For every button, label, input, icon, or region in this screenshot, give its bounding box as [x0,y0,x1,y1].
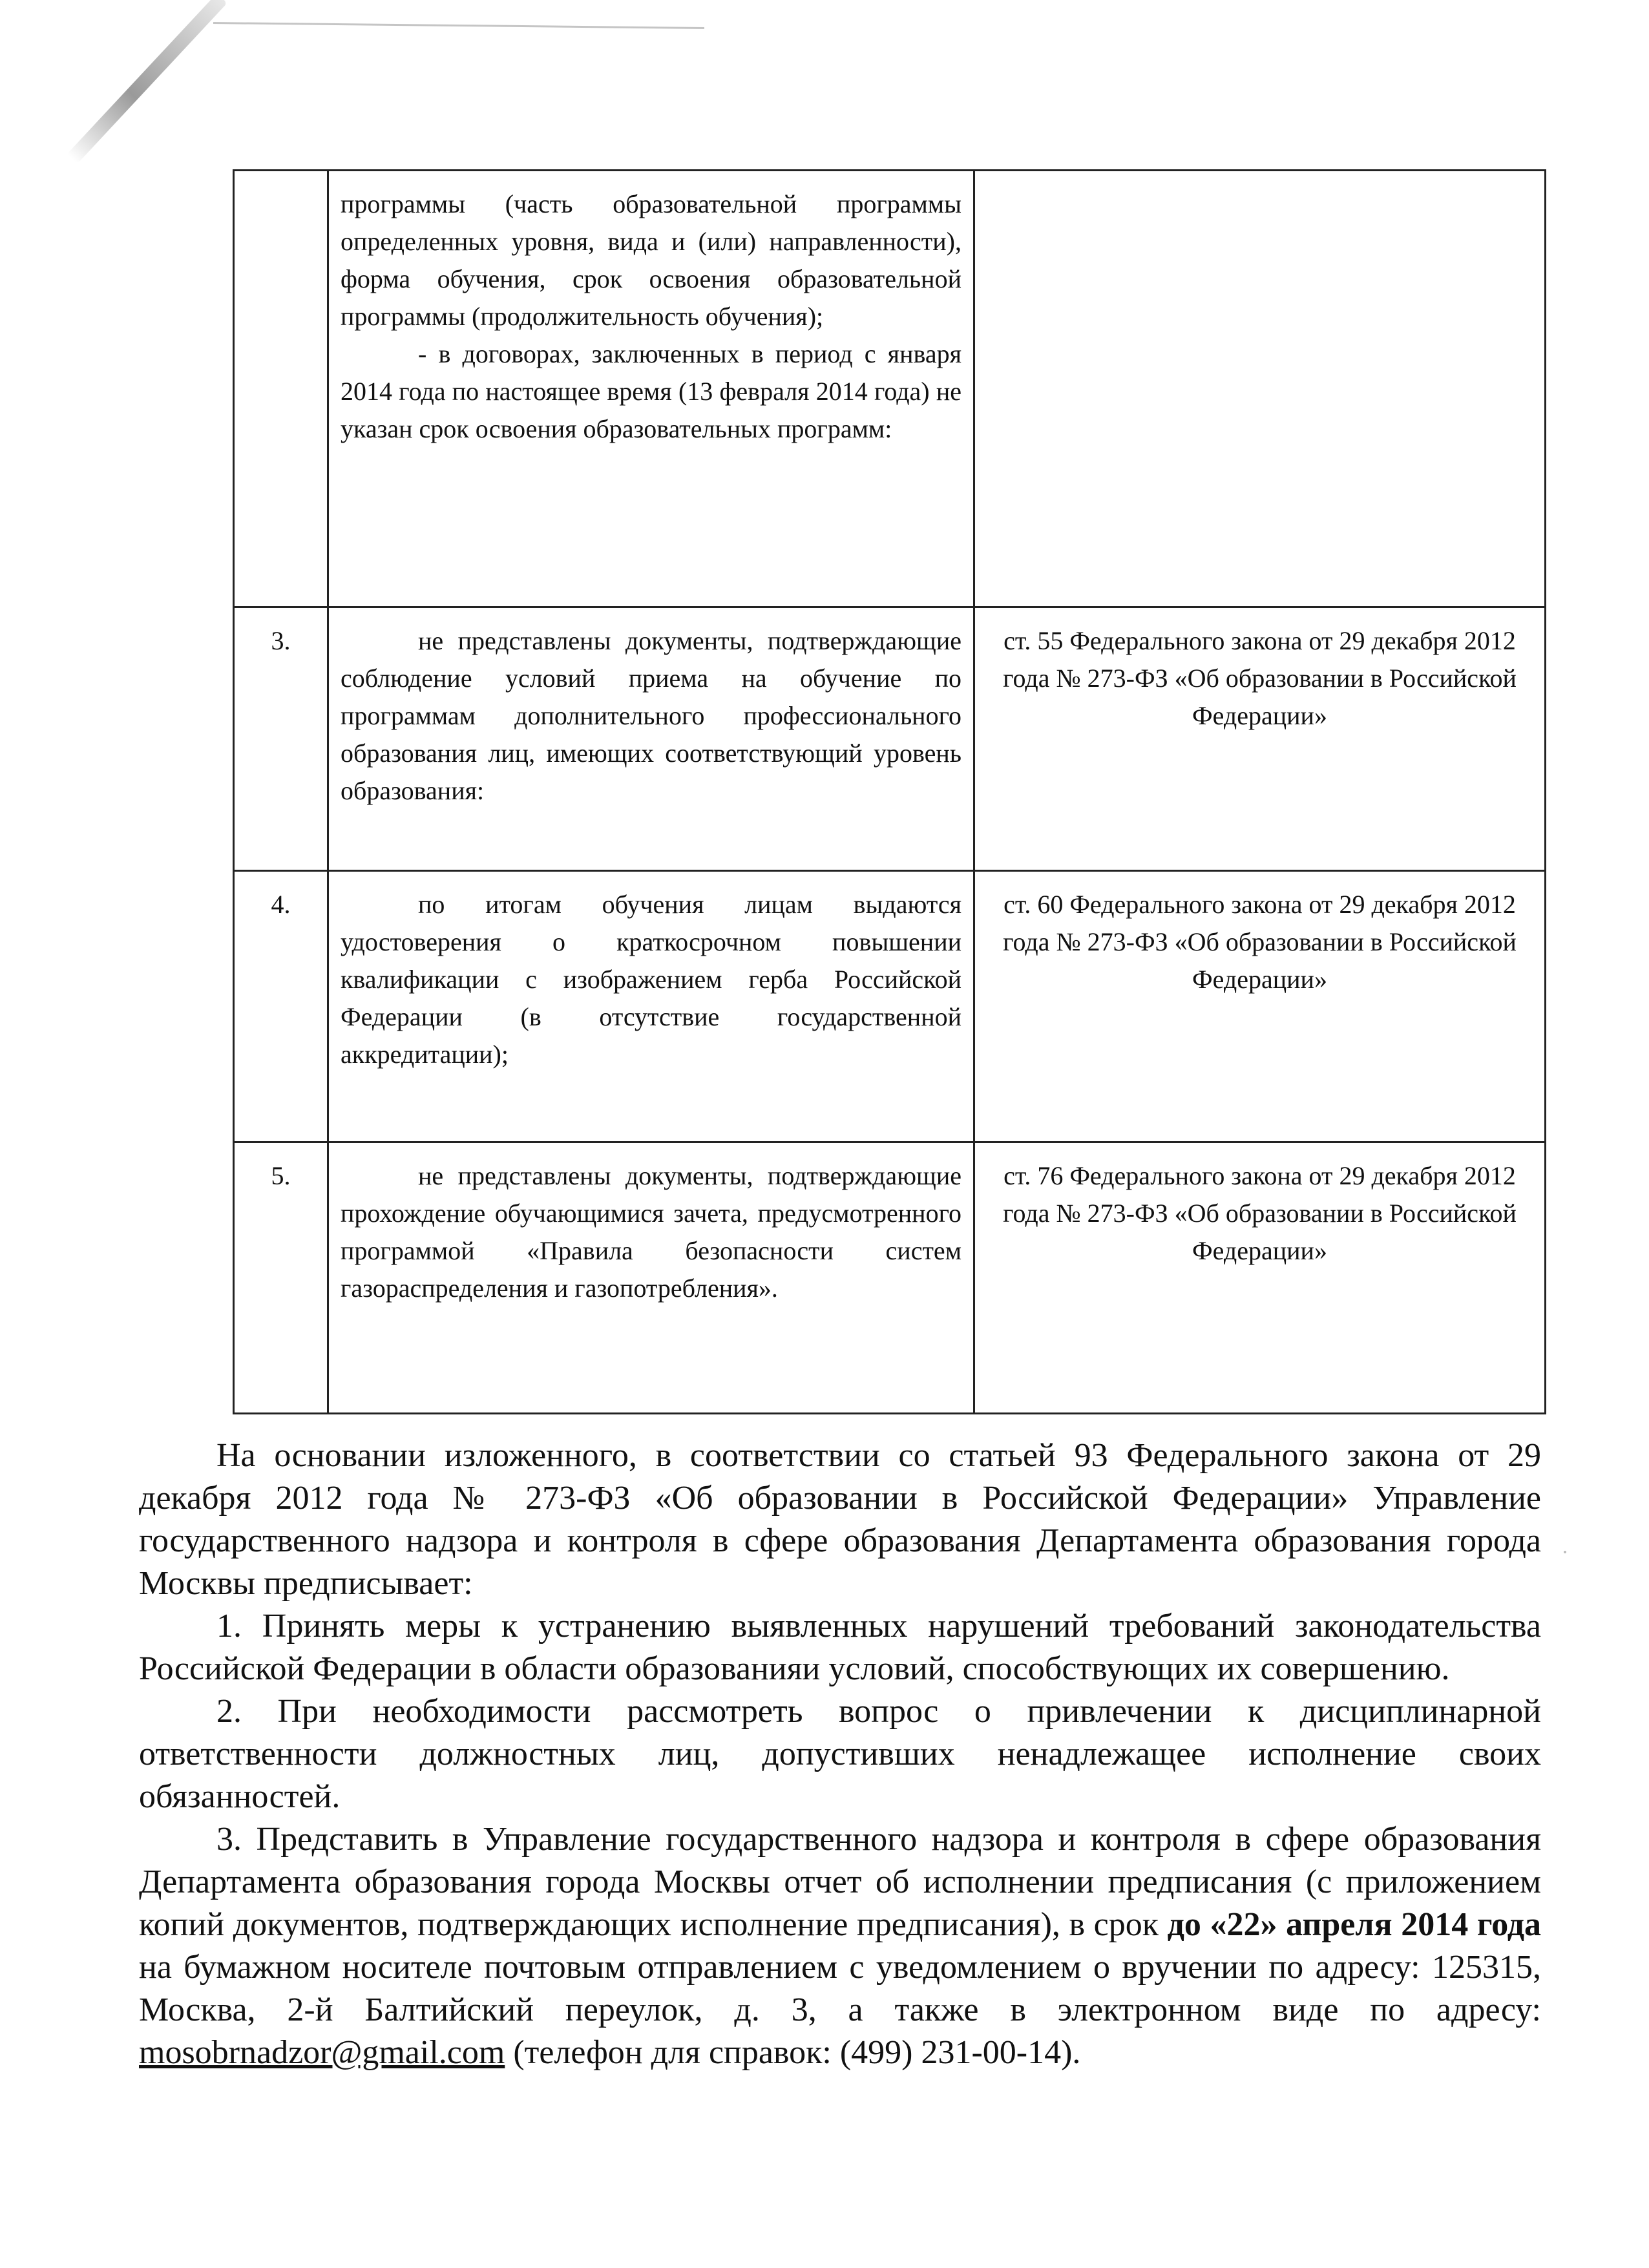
item3-text-middle: на бумажном носителе почтовым отправлением с уведомлением о вручении по адресу: 125315, Москва, 2-й Балтийский переулок, д. 3, а также в электронном виде по адресу: [139,1949,1541,2028]
violation-description-cell [328,607,974,871]
law-reference: ст. 60 Федерального закона от 29 декабря 2012 года № 273-ФЗ «Об образовании в Российской Федерации» [1003,890,1517,994]
intro-paragraph: На основании изложенного, в соответствии со статьей 93 Федерального закона от 29 декабря 2012 года № 273-ФЗ «Об образовании в Российской Федерации» Управление государственного надзора и контроля в сфере образования Департамента образования города Москвы предписывает: [139,1437,1541,1602]
email-link[interactable]: mosobrnadzor@gmail.com [139,2034,505,2071]
law-reference: ст. 76 Федерального закона от 29 декабря 2012 года № 273-ФЗ «Об образовании в Российской Федерации» [1003,1161,1517,1265]
row-number: 3. [271,626,291,655]
law-reference-cell [974,1142,1546,1414]
item3-text-end: (телефон для справок: (499) 231-00-14). [505,2034,1081,2071]
violations-table [233,169,1546,1414]
table-row [234,171,1546,607]
violation-description: программы (часть образовательной программы определенных уровня, вида и (или) направленности), форма обучения, срок освоения образовательной программы (продолжительность обучения); [341,189,961,331]
violation-description-cell [328,171,974,607]
violation-description: по итогам обучения лицам выдаются удостоверения о краткосрочном повышении квалификации с изображением герба Российской Федерации (в отсутствие государственной аккредитации); [341,890,961,1069]
prescription-item-3 [139,1818,1541,2074]
violation-description: не представлены документы, подтверждающие соблюдение условий приема на обучение по программам дополнительного профессионального образования лиц, имеющих соответствующий уровень образования: [341,626,961,805]
law-reference-cell [974,607,1546,871]
row-number: 4. [271,890,291,919]
scan-artifact-line [213,22,704,29]
table-row [234,871,1546,1142]
violation-description: - в договорах, заключенных в период с января 2014 года по настоящее время (13 февраля 2014 года) не указан срок освоения образовательных программ: [341,339,961,443]
scan-speck [1564,1551,1566,1553]
row-number-cell [234,607,328,871]
prescription-item-2: 2. При необходимости рассмотреть вопрос о привлечении к дисциплинарной ответственности должностных лиц, допустивших ненадлежащее исполнение своих обязанностей. [139,1693,1541,1815]
scan-artifact-streak [67,0,227,163]
row-number-cell [234,1142,328,1414]
violation-description: не представлены документы, подтверждающие прохождение обучающимися зачета, предусмотренного программой «Правила безопасности систем газораспределения и газопотребления». [341,1161,961,1303]
law-reference-cell [974,171,1546,607]
row-number-cell [234,171,328,607]
prescription-item-1: 1. Принять меры к устранению выявленных нарушений требований законодательства Российской Федерации в области образованияи условий, способствующих их совершению. [139,1608,1541,1687]
row-number: 5. [271,1161,291,1190]
table-row [234,1142,1546,1414]
item3-text-start: 3. Представить в Управление государственного надзора и контроля в сфере образования Департамента образования города Москвы отчет об исполнении предписания (с приложением копий документов, подтверждающих исполнение предписания), в срок [139,1821,1541,1943]
violation-description-cell [328,871,974,1142]
table-row [234,607,1546,871]
law-reference: ст. 55 Федерального закона от 29 декабря 2012 года № 273-ФЗ «Об образовании в Российской Федерации» [1003,626,1517,730]
row-number-cell [234,871,328,1142]
prescription-body [139,1434,1541,2074]
law-reference-cell [974,871,1546,1142]
violation-description-cell [328,1142,974,1414]
report-deadline: до «22» апреля 2014 года [1167,1906,1541,1943]
